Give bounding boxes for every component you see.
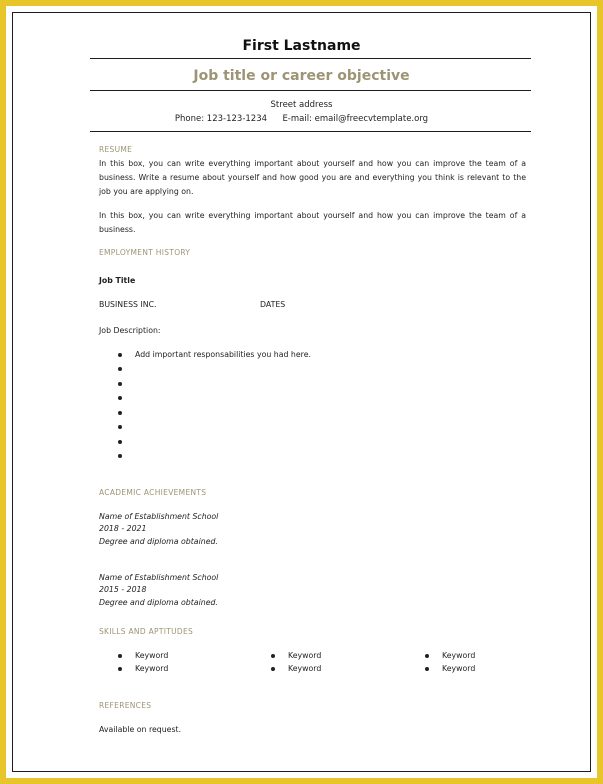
full-name: First Lastname xyxy=(242,38,361,54)
resume-heading: RESUME xyxy=(99,145,133,154)
resume-paragraph-2: In this box, you can write everything important about yourself and how you can improve the team of a business. xyxy=(99,211,526,234)
references-text: Available on request. xyxy=(99,725,182,734)
bullet-icon xyxy=(425,667,429,671)
employment-dates: DATES xyxy=(260,300,286,309)
job-description-label: Job Description: xyxy=(99,326,161,335)
resume-paragraph-1: In this box, you can write everything important about yourself and how you can improve the team of a business. Write a resume about yourself and how good you are and everything you think is relevant to the job you are applying on. xyxy=(99,159,526,196)
bullet-icon xyxy=(118,454,122,458)
bullet-icon xyxy=(118,396,122,400)
bullet-icon xyxy=(271,654,275,658)
bullet-icon xyxy=(118,667,122,671)
skill-keyword: Keyword xyxy=(288,651,322,660)
street-address: Street address xyxy=(270,100,333,110)
responsibility-item: Add important responsabilities you had here. xyxy=(135,350,311,359)
bullet-icon xyxy=(425,654,429,658)
bullet-icon xyxy=(271,667,275,671)
skills-heading: SKILLS AND APTITUDES xyxy=(99,627,194,636)
employment-job-title: Job Title xyxy=(99,276,136,285)
bullet-icon xyxy=(118,654,122,658)
bullet-icon xyxy=(118,353,122,357)
degree: Degree and diploma obtained. xyxy=(99,537,218,546)
bullet-icon xyxy=(118,425,122,429)
skill-keyword: Keyword xyxy=(135,651,169,660)
school-name: Name of Establishment School xyxy=(99,512,219,521)
skill-keyword: Keyword xyxy=(135,664,169,673)
bullet-icon xyxy=(118,411,122,415)
bullet-icon xyxy=(118,367,122,371)
phone: Phone: 123-123-1234 xyxy=(174,114,268,124)
employment-heading: EMPLOYMENT HISTORY xyxy=(99,248,191,257)
header-rule-middle xyxy=(90,90,531,91)
school-years: 2015 - 2018 xyxy=(99,585,147,594)
employment-company: BUSINESS INC. xyxy=(99,300,157,309)
academic-heading: ACADEMIC ACHIEVEMENTS xyxy=(99,488,207,497)
degree: Degree and diploma obtained. xyxy=(99,598,218,607)
skill-keyword: Keyword xyxy=(288,664,322,673)
email: E-mail: email@freecvtemplate.org xyxy=(282,114,429,124)
school-name: Name of Establishment School xyxy=(99,573,219,582)
contact-line xyxy=(0,114,603,124)
skill-keyword: Keyword xyxy=(442,664,476,673)
bullet-icon xyxy=(118,382,122,386)
header-rule-bottom xyxy=(90,131,531,132)
bullet-icon xyxy=(118,440,122,444)
school-years: 2018 - 2021 xyxy=(99,524,147,533)
references-heading: REFERENCES xyxy=(99,701,152,710)
skill-keyword: Keyword xyxy=(442,651,476,660)
job-title: Job title or career objective xyxy=(193,68,410,84)
header-rule-top xyxy=(90,58,531,59)
